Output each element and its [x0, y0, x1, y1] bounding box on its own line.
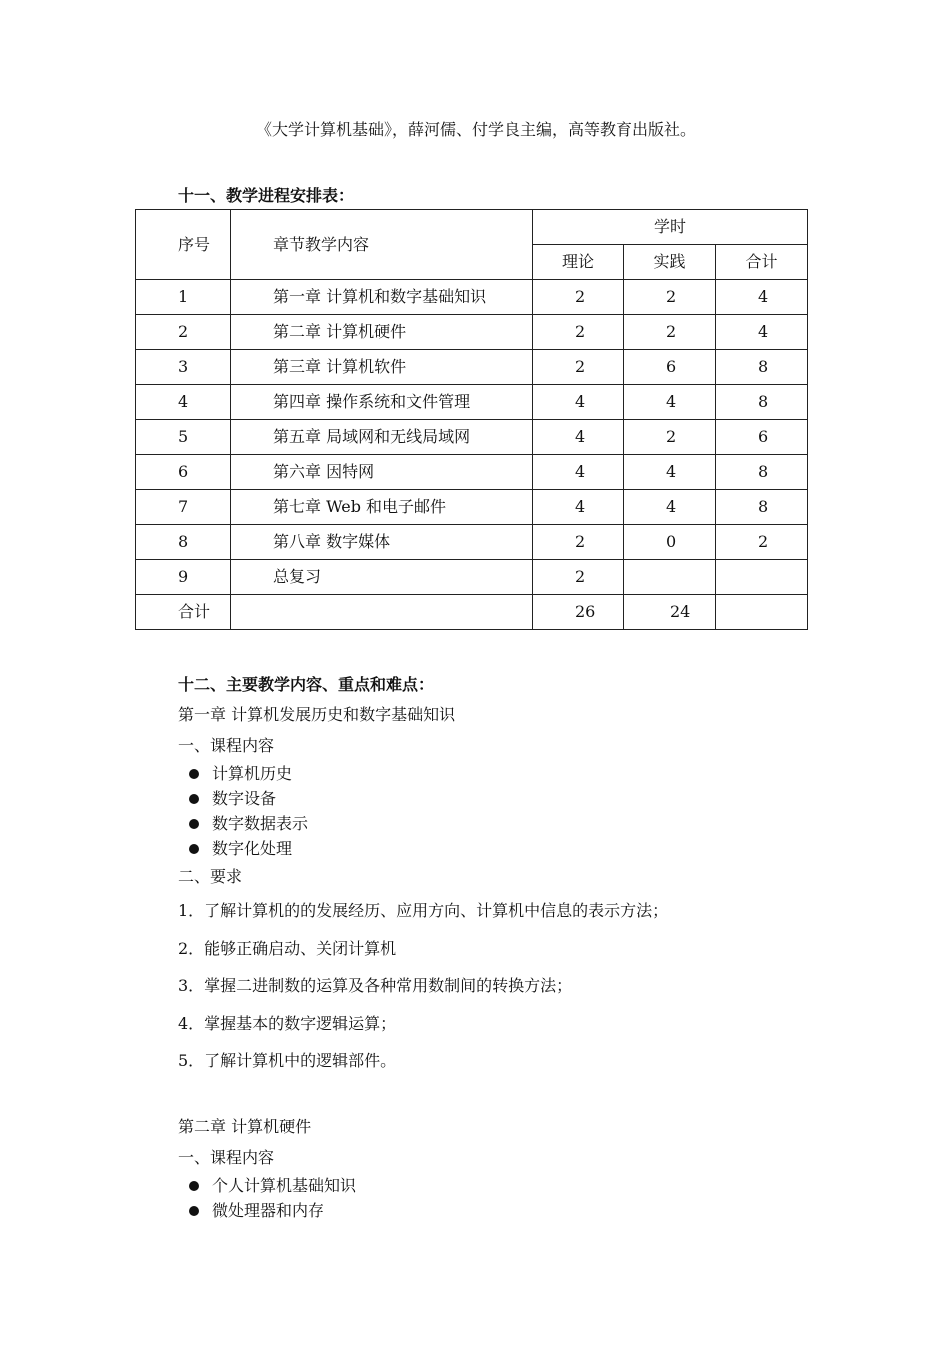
- row-practice: 4: [624, 455, 716, 490]
- row-theory: 4: [533, 490, 624, 525]
- table-sum-row: [136, 595, 808, 630]
- table-row: [136, 350, 808, 385]
- chapter2-title: 第二章 计算机硬件: [178, 1117, 312, 1136]
- row-content: 第七章 Web 和电子邮件: [231, 490, 533, 525]
- row-no: 7: [136, 490, 231, 525]
- row-total: 8: [716, 385, 808, 420]
- schedule-table: [135, 209, 808, 630]
- sum-content: [231, 595, 533, 630]
- reference-text: 《大学计算机基础》，薛河儒、付学良主编，高等教育出版社。: [255, 120, 696, 139]
- header-no: 序号: [136, 210, 231, 280]
- row-practice: 2: [624, 280, 716, 315]
- row-practice: 2: [624, 315, 716, 350]
- row-theory: 2: [533, 315, 624, 350]
- row-total: 8: [716, 490, 808, 525]
- row-practice: 4: [624, 385, 716, 420]
- table-row: [136, 490, 808, 525]
- requirement-item: 4．掌握基本的数字逻辑运算；: [178, 1014, 397, 1033]
- row-practice: 6: [624, 350, 716, 385]
- table-row: [136, 455, 808, 490]
- row-theory: 2: [533, 560, 624, 595]
- table-row: [136, 315, 808, 350]
- row-total: 4: [716, 280, 808, 315]
- row-content: 第三章 计算机软件: [231, 350, 533, 385]
- row-content: 第五章 局域网和无线局域网: [231, 420, 533, 455]
- requirement-item: 2．能够正确启动、关闭计算机: [178, 939, 397, 958]
- section-12-heading: 十二、主要教学内容、重点和难点：: [178, 675, 435, 694]
- list-item: 个人计算机基础知识: [178, 1173, 356, 1198]
- requirement-item: 5．了解计算机中的逻辑部件。: [178, 1051, 397, 1070]
- row-practice: 2: [624, 420, 716, 455]
- chapter2-bullet-list: [178, 1173, 356, 1223]
- requirement-item: 3．掌握二进制数的运算及各种常用数制间的转换方法；: [178, 976, 573, 995]
- section-11-heading: 十一、教学进程安排表：: [178, 186, 355, 205]
- list-item: 计算机历史: [178, 761, 308, 786]
- row-total: 6: [716, 420, 808, 455]
- row-no: 5: [136, 420, 231, 455]
- header-practice: 实践: [624, 245, 716, 280]
- header-total: 合计: [716, 245, 808, 280]
- row-total: 2: [716, 525, 808, 560]
- sum-label: 合计: [136, 595, 231, 630]
- row-no: 1: [136, 280, 231, 315]
- row-no: 8: [136, 525, 231, 560]
- chapter2-content-heading: 一、课程内容: [178, 1148, 275, 1167]
- list-item: 数字化处理: [178, 836, 308, 861]
- row-theory: 4: [533, 385, 624, 420]
- row-theory: 4: [533, 420, 624, 455]
- list-item: 微处理器和内存: [178, 1198, 356, 1223]
- row-practice: 0: [624, 525, 716, 560]
- table-row: [136, 385, 808, 420]
- row-theory: 2: [533, 350, 624, 385]
- row-theory: 2: [533, 280, 624, 315]
- chapter1-bullet-list: [178, 761, 308, 861]
- row-content: 总复习: [231, 560, 533, 595]
- chapter1-title: 第一章 计算机发展历史和数字基础知识: [178, 705, 456, 724]
- row-total: 8: [716, 350, 808, 385]
- chapter1-content-heading: 一、课程内容: [178, 736, 275, 755]
- row-content: 第八章 数字媒体: [231, 525, 533, 560]
- row-practice: [624, 560, 716, 595]
- row-total: 8: [716, 455, 808, 490]
- sum-theory: 26: [533, 595, 624, 630]
- sum-total: [716, 595, 808, 630]
- row-content: 第四章 操作系统和文件管理: [231, 385, 533, 420]
- table-row: [136, 280, 808, 315]
- row-theory: 4: [533, 455, 624, 490]
- row-no: 3: [136, 350, 231, 385]
- table-row: [136, 525, 808, 560]
- list-item: 数字数据表示: [178, 811, 308, 836]
- header-content: 章节教学内容: [231, 210, 533, 280]
- row-practice: 4: [624, 490, 716, 525]
- row-theory: 2: [533, 525, 624, 560]
- table-header-row: [136, 210, 808, 245]
- requirement-item: 1．了解计算机的的发展经历、应用方向、计算机中信息的表示方法；: [178, 901, 669, 920]
- row-total: 4: [716, 315, 808, 350]
- sum-practice: 24: [624, 595, 716, 630]
- table-row: [136, 420, 808, 455]
- row-no: 6: [136, 455, 231, 490]
- row-content: 第二章 计算机硬件: [231, 315, 533, 350]
- row-no: 4: [136, 385, 231, 420]
- header-hours: 学时: [533, 210, 808, 245]
- row-content: 第六章 因特网: [231, 455, 533, 490]
- header-theory: 理论: [533, 245, 624, 280]
- list-item: 数字设备: [178, 786, 308, 811]
- row-total: [716, 560, 808, 595]
- row-no: 9: [136, 560, 231, 595]
- row-content: 第一章 计算机和数字基础知识: [231, 280, 533, 315]
- chapter1-requirements-heading: 二、要求: [178, 867, 243, 886]
- table-row: [136, 560, 808, 595]
- row-no: 2: [136, 315, 231, 350]
